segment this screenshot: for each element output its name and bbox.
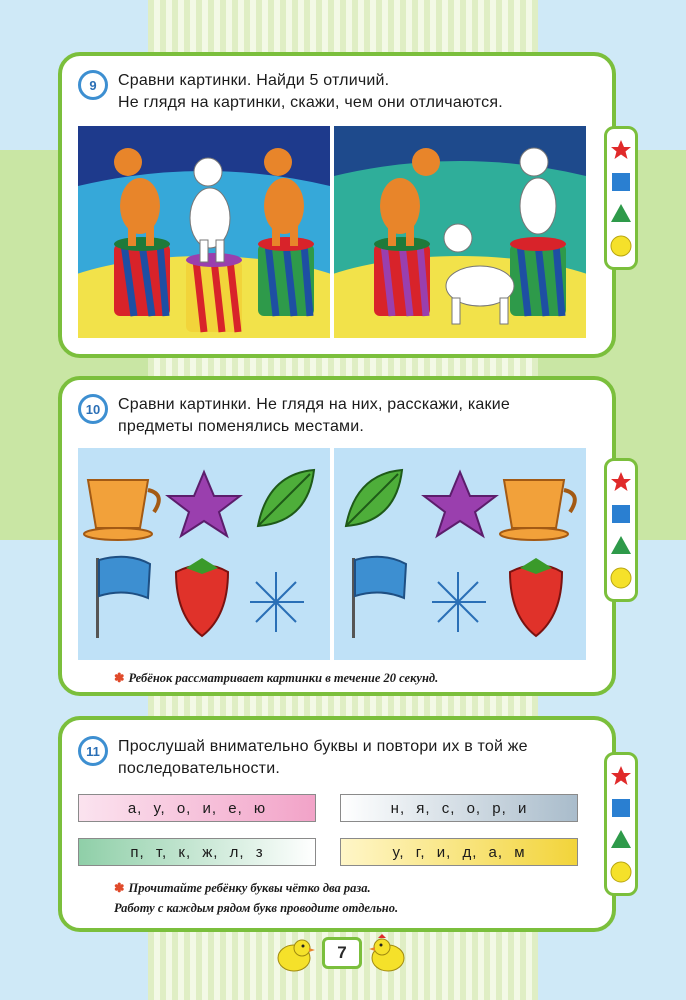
leaf-icon <box>258 470 314 526</box>
asterisk-icon: ✽ <box>114 881 125 895</box>
task-number: 11 <box>78 736 108 766</box>
circle-icon <box>610 567 632 589</box>
task-10-card <box>58 376 616 696</box>
task-9-card <box>58 52 616 358</box>
task-line: Сравни картинки. Не глядя на них, расскажи, какие <box>118 396 510 413</box>
drum-icon <box>186 253 242 332</box>
objects-illustration <box>78 448 330 660</box>
chick-icon <box>272 934 316 974</box>
poodles-on-drums-illustration <box>334 126 586 338</box>
objects-illustration <box>334 448 586 660</box>
star-icon <box>168 472 240 536</box>
task-line: Сравни картинки. Найди 5 отличий. <box>118 72 390 89</box>
letter-row: а, у, о, и, е, ю <box>78 794 316 822</box>
circle-icon <box>610 861 632 883</box>
leaf-icon <box>346 470 402 526</box>
task-line: предметы поменялись местами. <box>118 418 365 435</box>
task-number: 10 <box>78 394 108 424</box>
task-11-card <box>58 716 616 932</box>
poodles-on-drums-illustration <box>78 126 330 338</box>
square-icon <box>612 173 630 191</box>
strawberry-icon <box>176 558 228 636</box>
star-icon <box>424 472 496 536</box>
task-instructions <box>118 736 528 780</box>
task-instructions <box>118 70 503 114</box>
snowflake-icon <box>250 572 304 632</box>
chick-icon <box>366 932 410 974</box>
parent-note: ✽ Прочитайте ребёнку буквы чётко два раза. Работу с каждым рядом букв проводите отдельно. <box>114 881 399 915</box>
drum-icon <box>114 237 170 316</box>
circus-picture-left <box>78 126 330 338</box>
triangle-icon <box>610 203 632 223</box>
letter-row: н, я, с, о, р, и <box>340 794 578 822</box>
parent-note: ✽ Ребёнок рассматривает картинки в течение 20 секунд. <box>114 671 439 685</box>
shape-legend <box>604 752 638 896</box>
triangle-icon <box>610 829 632 849</box>
flag-icon <box>352 557 406 638</box>
square-icon <box>612 799 630 817</box>
shape-legend <box>604 458 638 602</box>
task-number: 9 <box>78 70 108 100</box>
circle-icon <box>610 235 632 257</box>
shape-legend <box>604 126 638 270</box>
cup-icon <box>84 480 159 540</box>
square-icon <box>612 505 630 523</box>
letter-row: п, т, к, ж, л, з <box>78 838 316 866</box>
objects-picture-left <box>78 448 330 660</box>
star-icon <box>610 471 632 493</box>
letter-row: у, г, и, д, а, м <box>340 838 578 866</box>
star-icon <box>610 139 632 161</box>
page-number: 7 <box>322 937 362 969</box>
objects-picture-right <box>334 448 586 660</box>
strawberry-icon <box>510 558 562 636</box>
drum-icon <box>258 237 314 316</box>
asterisk-icon: ✽ <box>114 671 125 685</box>
cup-icon <box>500 480 575 540</box>
task-instructions <box>118 394 510 438</box>
circus-picture-right <box>334 126 586 338</box>
task-line: Не глядя на картинки, скажи, чем они отличаются. <box>118 94 503 111</box>
task-line: последовательности. <box>118 760 280 777</box>
drum-icon <box>510 237 566 316</box>
flag-icon <box>96 557 150 638</box>
snowflake-icon <box>432 572 486 632</box>
task-line: Прослушай внимательно буквы и повтори их в той же <box>118 738 528 755</box>
drum-icon <box>374 237 430 316</box>
star-icon <box>610 765 632 787</box>
triangle-icon <box>610 535 632 555</box>
